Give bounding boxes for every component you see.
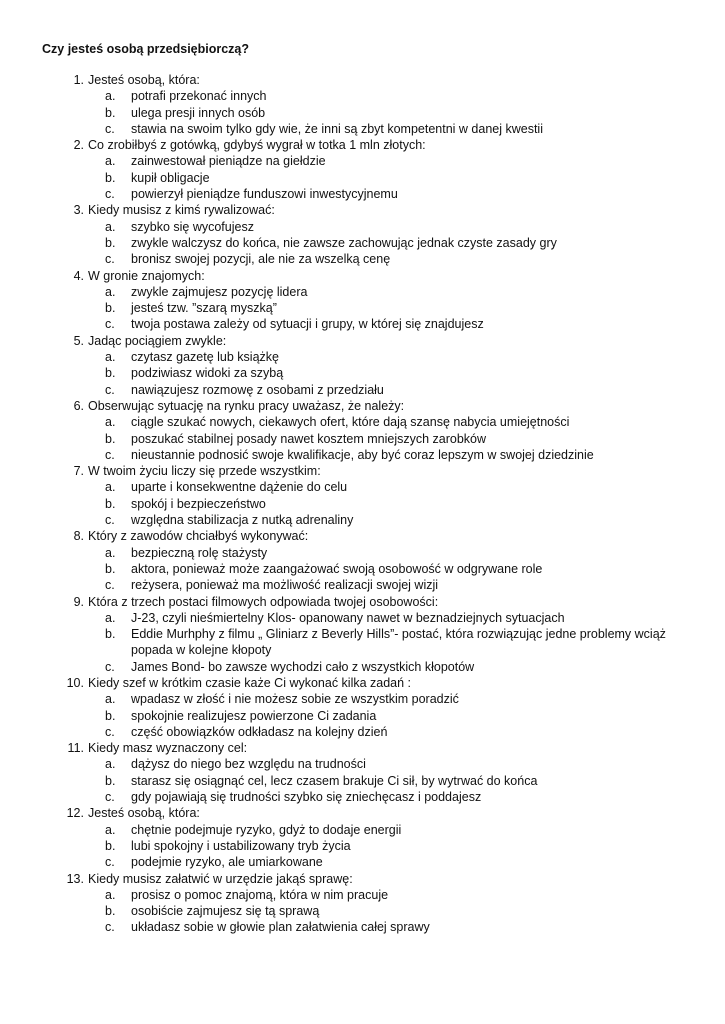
option-text: kupił obligacje bbox=[131, 170, 210, 185]
answer-option bbox=[0, 887, 725, 903]
option-letter: b. bbox=[105, 627, 116, 642]
option-letter: c. bbox=[105, 317, 115, 332]
option-text: osobiście zajmujesz się tą sprawą bbox=[131, 904, 320, 919]
answer-option bbox=[0, 284, 725, 300]
question-text: Jesteś osobą, która: bbox=[88, 73, 200, 87]
option-text: starasz się osiągnąć cel, lecz czasem brakuje Ci sił, by wytrwać do końca bbox=[131, 773, 538, 788]
question-number: 9. bbox=[73, 594, 84, 609]
option-list bbox=[0, 284, 725, 333]
answer-option bbox=[0, 838, 725, 854]
question-number: 7. bbox=[73, 464, 84, 479]
option-text: podziwiasz widoki za szybą bbox=[131, 366, 284, 381]
answer-option bbox=[0, 512, 725, 528]
answer-option bbox=[0, 316, 725, 332]
question-list bbox=[0, 72, 725, 936]
option-list bbox=[0, 691, 725, 740]
answer-option bbox=[0, 121, 725, 137]
option-text: nieustannie podnosić swoje kwalifikacje, aby być coraz lepszym w swojej dziedzinie bbox=[131, 447, 594, 462]
option-letter: b. bbox=[105, 301, 116, 316]
option-text: J-23, czyli nieśmiertelny Klos- opanowany nawet w beznadziejnych sytuacjach bbox=[131, 610, 565, 625]
answer-option bbox=[0, 349, 725, 365]
option-text: zainwestował pieniądze na giełdzie bbox=[131, 154, 326, 169]
option-letter: a. bbox=[105, 415, 116, 430]
option-text: poszukać stabilnej posady nawet kosztem mniejszych zarobków bbox=[131, 431, 487, 446]
question-number: 2. bbox=[73, 138, 84, 153]
option-text: nawiązujesz rozmowę z osobami z przedziału bbox=[131, 382, 384, 397]
answer-option bbox=[0, 496, 725, 512]
option-letter: a. bbox=[105, 284, 116, 299]
question-text: Co zrobiłbyś z gotówką, gdybyś wygrał w totka 1 mln złotych: bbox=[88, 138, 426, 153]
question-line bbox=[0, 268, 725, 284]
page-title: Czy jesteś osobą przedsiębiorczą? bbox=[42, 42, 250, 56]
option-letter: b. bbox=[105, 366, 116, 381]
option-letter: b. bbox=[105, 708, 116, 723]
option-letter: a. bbox=[105, 350, 116, 365]
answer-option bbox=[0, 153, 725, 169]
question-number: 8. bbox=[73, 529, 84, 544]
answer-option bbox=[0, 822, 725, 838]
question-text: Obserwując sytuację na rynku pracy uważasz, że należy: bbox=[88, 398, 405, 413]
option-letter: a. bbox=[105, 757, 116, 772]
option-text: gdy pojawiają się trudności szybko się zniechęcasz i poddajesz bbox=[131, 790, 482, 805]
answer-option bbox=[0, 610, 725, 626]
option-text: szybko się wycofujesz bbox=[131, 219, 254, 234]
option-text: dążysz do niego bez względu na trudności bbox=[131, 757, 366, 772]
question-item bbox=[0, 463, 725, 528]
option-letter: b. bbox=[105, 235, 116, 250]
option-text: potrafi przekonać innych bbox=[131, 89, 267, 104]
answer-option bbox=[0, 708, 725, 724]
option-text: aktora, ponieważ może zaangażować swoją osobowość w odgrywane role bbox=[131, 561, 543, 576]
answer-option bbox=[0, 724, 725, 740]
option-letter: b. bbox=[105, 773, 116, 788]
option-text: bronisz swojej pozycji, ale nie za wszelką cenę bbox=[131, 252, 391, 267]
question-line bbox=[0, 463, 725, 479]
option-list bbox=[0, 822, 725, 871]
option-list bbox=[0, 219, 725, 268]
option-letter: a. bbox=[105, 480, 116, 495]
question-line bbox=[0, 528, 725, 544]
question-text: Która z trzech postaci filmowych odpowiada twojej osobowości: bbox=[88, 594, 439, 609]
question-text: Kiedy musisz załatwić w urzędzie jakąś sprawę: bbox=[88, 871, 353, 886]
option-text: podejmie ryzyko, ale umiarkowane bbox=[131, 855, 323, 870]
option-letter: a. bbox=[105, 822, 116, 837]
option-text: chętnie podejmuje ryzyko, gdyż to dodaje energii bbox=[131, 822, 402, 837]
option-letter: c. bbox=[105, 187, 115, 202]
question-line bbox=[0, 675, 725, 691]
question-item bbox=[0, 871, 725, 936]
answer-option bbox=[0, 659, 725, 675]
answer-option bbox=[0, 431, 725, 447]
question-item bbox=[0, 202, 725, 267]
question-line bbox=[0, 333, 725, 349]
question-number: 4. bbox=[73, 268, 84, 283]
answer-option bbox=[0, 105, 725, 121]
question-text: W gronie znajomych: bbox=[88, 268, 205, 283]
question-number: 6. bbox=[73, 398, 84, 413]
question-text: W twoim życiu liczy się przede wszystkim: bbox=[88, 464, 321, 479]
question-text: Jadąc pociągiem zwykle: bbox=[88, 333, 227, 348]
option-list bbox=[0, 610, 725, 675]
option-text: ciągle szukać nowych, ciekawych ofert, które dają szansę nabycia umiejętności bbox=[131, 415, 570, 430]
question-item bbox=[0, 72, 725, 137]
option-text: powierzył pieniądze funduszowi inwestycyjnemu bbox=[131, 187, 398, 202]
answer-option bbox=[0, 756, 725, 772]
option-text: wpadasz w złość i nie możesz sobie ze wszystkim poradzić bbox=[131, 692, 459, 707]
question-number: 1. bbox=[73, 73, 84, 87]
option-letter: b. bbox=[105, 431, 116, 446]
answer-option bbox=[0, 919, 725, 935]
question-number: 12. bbox=[66, 806, 84, 821]
option-text: czytasz gazetę lub książkę bbox=[131, 350, 279, 365]
option-list bbox=[0, 545, 725, 594]
answer-option bbox=[0, 251, 725, 267]
answer-option bbox=[0, 186, 725, 202]
option-list bbox=[0, 349, 725, 398]
answer-option bbox=[0, 365, 725, 381]
question-line bbox=[0, 72, 725, 88]
option-letter: c. bbox=[105, 724, 115, 739]
answer-option bbox=[0, 789, 725, 805]
option-text: uparte i konsekwentne dążenie do celu bbox=[131, 480, 348, 495]
option-text: układasz sobie w głowie plan załatwienia całej sprawy bbox=[131, 920, 430, 935]
option-letter: c. bbox=[105, 920, 115, 935]
question-item bbox=[0, 268, 725, 333]
option-list bbox=[0, 414, 725, 463]
answer-option bbox=[0, 447, 725, 463]
option-letter: b. bbox=[105, 838, 116, 853]
question-line bbox=[0, 871, 725, 887]
option-letter: a. bbox=[105, 887, 116, 902]
option-letter: a. bbox=[105, 154, 116, 169]
question-line bbox=[0, 740, 725, 756]
question-number: 3. bbox=[73, 203, 84, 218]
question-number: 11. bbox=[67, 741, 84, 756]
option-text: jesteś tzw. ”szarą myszką” bbox=[131, 301, 277, 316]
option-text: stawia na swoim tylko gdy wie, że inni są zbyt kompetentni w danej kwestii bbox=[131, 121, 543, 136]
option-text: zwykle zajmujesz pozycję lidera bbox=[131, 284, 308, 299]
option-letter: c. bbox=[105, 382, 115, 397]
question-item bbox=[0, 137, 725, 202]
answer-option bbox=[0, 479, 725, 495]
answer-option bbox=[0, 561, 725, 577]
option-text: część obowiązków odkładasz na kolejny dzień bbox=[131, 724, 388, 739]
question-item bbox=[0, 398, 725, 463]
answer-option bbox=[0, 773, 725, 789]
question-number: 10. bbox=[66, 675, 84, 690]
option-letter: c. bbox=[105, 121, 115, 136]
option-letter: c. bbox=[105, 855, 115, 870]
answer-option bbox=[0, 854, 725, 870]
option-text: James Bond- bo zawsze wychodzi cało z wszystkich kłopotów bbox=[131, 659, 475, 674]
question-text: Kiedy szef w krótkim czasie każe Ci wykonać kilka zadań : bbox=[88, 675, 412, 690]
option-text: względna stabilizacja z nutką adrenaliny bbox=[131, 513, 354, 528]
question-text: Jesteś osobą, która: bbox=[88, 806, 200, 821]
option-letter: a. bbox=[105, 545, 116, 560]
option-text: ulega presji innych osób bbox=[131, 105, 266, 120]
answer-option bbox=[0, 88, 725, 104]
question-item bbox=[0, 675, 725, 740]
question-line bbox=[0, 398, 725, 414]
option-letter: c. bbox=[105, 659, 115, 674]
question-item bbox=[0, 594, 725, 675]
answer-option bbox=[0, 219, 725, 235]
option-text: Eddie Murhphy z filmu „ Gliniarz z Beverly Hills”- postać, która rozwiązując jedne problemy wciąż popada w kolejne kłopoty bbox=[131, 627, 666, 658]
option-letter: c. bbox=[105, 578, 115, 593]
option-list bbox=[0, 887, 725, 936]
option-text: twoja postawa zależy od sytuacji i grupy, w której się znajdujesz bbox=[131, 317, 484, 332]
option-letter: a. bbox=[105, 692, 116, 707]
question-text: Kiedy masz wyznaczony cel: bbox=[88, 741, 248, 756]
option-text: zwykle walczysz do końca, nie zawsze zachowując jednak czyste zasady gry bbox=[131, 235, 557, 250]
option-text: reżysera, ponieważ ma możliwość realizacji swojej wizji bbox=[131, 578, 439, 593]
answer-option bbox=[0, 903, 725, 919]
question-line bbox=[0, 137, 725, 153]
answer-option bbox=[0, 235, 725, 251]
answer-option bbox=[0, 300, 725, 316]
option-list bbox=[0, 153, 725, 202]
question-number: 13. bbox=[66, 871, 84, 886]
answer-option bbox=[0, 170, 725, 186]
option-letter: a. bbox=[105, 89, 116, 104]
question-item bbox=[0, 805, 725, 870]
option-letter: b. bbox=[105, 105, 116, 120]
option-letter: b. bbox=[105, 904, 116, 919]
option-text: lubi spokojny i ustabilizowany tryb życia bbox=[131, 838, 351, 853]
question-item bbox=[0, 740, 725, 805]
answer-option bbox=[0, 382, 725, 398]
question-line bbox=[0, 202, 725, 218]
option-letter: a. bbox=[105, 610, 116, 625]
option-text: spokój i bezpieczeństwo bbox=[131, 496, 266, 511]
answer-option bbox=[0, 691, 725, 707]
option-list bbox=[0, 479, 725, 528]
question-line bbox=[0, 594, 725, 610]
option-letter: c. bbox=[105, 447, 115, 462]
option-letter: b. bbox=[105, 496, 116, 511]
answer-option bbox=[0, 414, 725, 430]
answer-option bbox=[0, 577, 725, 593]
option-list bbox=[0, 756, 725, 805]
option-letter: b. bbox=[105, 561, 116, 576]
option-list bbox=[0, 88, 725, 137]
option-letter: c. bbox=[105, 513, 115, 528]
question-item bbox=[0, 528, 725, 593]
question-number: 5. bbox=[73, 333, 84, 348]
answer-option bbox=[0, 626, 725, 659]
option-letter: b. bbox=[105, 170, 116, 185]
question-text: Który z zawodów chciałbyś wykonywać: bbox=[88, 529, 309, 544]
option-text: spokojnie realizujesz powierzone Ci zadania bbox=[131, 708, 377, 723]
question-item bbox=[0, 333, 725, 398]
option-text: bezpieczną rolę stażysty bbox=[131, 545, 268, 560]
option-letter: c. bbox=[105, 252, 115, 267]
question-line bbox=[0, 805, 725, 821]
option-text: prosisz o pomoc znajomą, która w nim pracuje bbox=[131, 887, 389, 902]
option-letter: c. bbox=[105, 790, 115, 805]
answer-option bbox=[0, 545, 725, 561]
question-text: Kiedy musisz z kimś rywalizować: bbox=[88, 203, 275, 218]
option-letter: a. bbox=[105, 219, 116, 234]
